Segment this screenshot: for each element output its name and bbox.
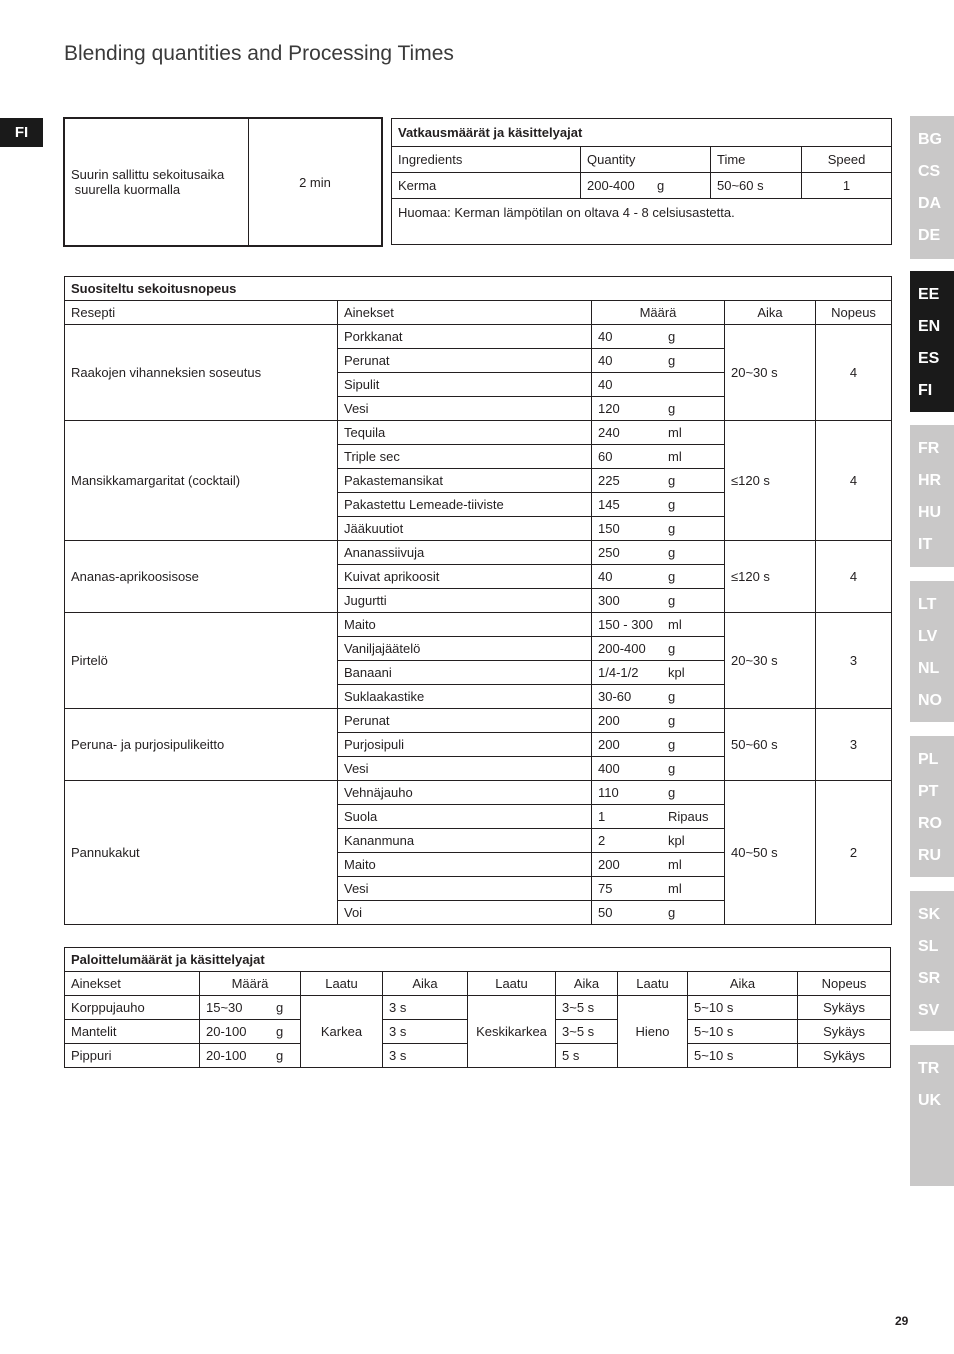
grade-fine: Hieno (618, 996, 688, 1068)
ingredient-name: Voi (338, 901, 592, 925)
language-tab-bg[interactable]: BG (918, 131, 942, 148)
language-tab-pl[interactable]: PL (918, 751, 939, 768)
ingredient-name: Ananassiivuja (338, 541, 592, 565)
max-time-label: Suurin sallittu sekoitusaika suurella kuormalla (65, 119, 249, 246)
table-row (65, 613, 892, 637)
recipe-name: Pannukakut (65, 781, 338, 925)
table-row (65, 781, 892, 805)
whisk-note: Huomaa: Kerman lämpötilan on oltava 4 - 8 celsiusastetta. (392, 199, 892, 245)
ingredient-quantity: 40 g (592, 565, 725, 589)
recipe-name: Pirtelö (65, 613, 338, 709)
language-group (910, 425, 954, 567)
ingredient-quantity: 150 g (592, 517, 725, 541)
recipe-speed: 3 (816, 709, 892, 781)
whisk-header: Quantity (581, 147, 711, 173)
recipe-speed: 4 (816, 325, 892, 421)
ingredient-name: Suola (338, 805, 592, 829)
ingredient-name: Jugurtti (338, 589, 592, 613)
language-tab-tr[interactable]: TR (918, 1060, 940, 1077)
language-tab-ru[interactable]: RU (918, 847, 942, 864)
recommended-header: Aika (725, 301, 816, 325)
ingredient-quantity: 200 ml (592, 853, 725, 877)
table-row: Mantelit 20-100 g 3 s 3~5 s 5~10 s Sykäys (65, 1020, 891, 1044)
ingredient-quantity: 200-400 g (592, 637, 725, 661)
recipe-name: Raakojen vihanneksien soseutus (65, 325, 338, 421)
recommended-header: Nopeus (816, 301, 892, 325)
recipe-speed: 3 (816, 613, 892, 709)
whisk-time: 50~60 s (711, 173, 802, 199)
ingredient-quantity: 40 g (592, 349, 725, 373)
language-tab-sr[interactable]: SR (918, 970, 941, 987)
language-tab-sk[interactable]: SK (918, 906, 941, 923)
chopping-header: Laatu (301, 972, 383, 996)
max-time-table (64, 118, 382, 246)
page-title: Blending quantities and Processing Times (64, 42, 454, 65)
recipe-time: ≤120 s (725, 541, 816, 613)
language-group (910, 891, 954, 1031)
language-tab-de[interactable]: DE (918, 227, 941, 244)
recipe-time: 20~30 s (725, 325, 816, 421)
ingredient-name: Kuivat aprikoosit (338, 565, 592, 589)
ingredient-name: Maito (338, 613, 592, 637)
ingredient-quantity: 60 ml (592, 445, 725, 469)
ingredient-name: Perunat (338, 709, 592, 733)
whisk-ingredient: Kerma (392, 173, 581, 199)
recommended-title: Suositeltu sekoitusnopeus (65, 277, 892, 301)
language-tab-fi[interactable]: FI (918, 382, 933, 399)
ingredient-name: Vesi (338, 877, 592, 901)
ingredient-name: Triple sec (338, 445, 592, 469)
chopping-header: Aika (383, 972, 468, 996)
language-tab-ro[interactable]: RO (918, 815, 942, 832)
active-language-tab: FI (0, 118, 43, 147)
whisk-quantity: 200-400 g (581, 173, 711, 199)
ingredient-name: Vesi (338, 757, 592, 781)
ingredient-quantity: 40 (592, 373, 725, 397)
ingredient-name: Sipulit (338, 373, 592, 397)
recipe-time: ≤120 s (725, 421, 816, 541)
ingredient-quantity: 120 g (592, 397, 725, 421)
language-group (910, 1045, 954, 1186)
language-tab-en[interactable]: EN (918, 318, 941, 335)
ingredient-quantity: 240 ml (592, 421, 725, 445)
ingredient-quantity: 400 g (592, 757, 725, 781)
language-tab-it[interactable]: IT (918, 536, 933, 553)
table-row: Korppujauho 15~30 g Karkea 3 s Keskikarkea 3~5 s Hieno 5~10 s Sykäys (65, 996, 891, 1020)
ingredient-name: Maito (338, 853, 592, 877)
recipe-name: Peruna- ja purjosipulikeitto (65, 709, 338, 781)
ingredient-quantity: 30-60 g (592, 685, 725, 709)
ingredient-name: Tequila (338, 421, 592, 445)
whisk-table (391, 118, 892, 245)
recommended-header: Resepti (65, 301, 338, 325)
language-tab-lt[interactable]: LT (918, 596, 937, 613)
ingredient-name: Perunat (338, 349, 592, 373)
ingredient-quantity: 110 g (592, 781, 725, 805)
ingredient-quantity: 50 g (592, 901, 725, 925)
ingredient-quantity: 300 g (592, 589, 725, 613)
ingredient-name: Suklaakastike (338, 685, 592, 709)
ingredient-name: Pakastettu Lemeade-tiiviste (338, 493, 592, 517)
recommended-speed-table (64, 276, 892, 925)
page-number: 29 (895, 1314, 909, 1328)
ingredient-quantity: 200 g (592, 733, 725, 757)
chopping-header: Aika (688, 972, 798, 996)
language-group (910, 581, 954, 722)
ingredient-quantity: 75 ml (592, 877, 725, 901)
ingredient-quantity: 200 g (592, 709, 725, 733)
ingredient-name: Vehnäjauho (338, 781, 592, 805)
language-tab-hu[interactable]: HU (918, 504, 942, 521)
recipe-speed: 2 (816, 781, 892, 925)
max-time-value: 2 min (249, 119, 382, 246)
language-tab-ee[interactable]: EE (918, 286, 940, 303)
whisk-speed: 1 (802, 173, 892, 199)
chopping-header: Ainekset (65, 972, 200, 996)
ingredient-name: Kananmuna (338, 829, 592, 853)
ingredient-name: Banaani (338, 661, 592, 685)
recommended-header: Määrä (592, 301, 725, 325)
whisk-title: Vatkausmäärät ja käsittelyajat (392, 119, 892, 147)
ingredient-quantity: 2 kpl (592, 829, 725, 853)
grade-medium: Keskikarkea (468, 996, 556, 1068)
recipe-time: 50~60 s (725, 709, 816, 781)
whisk-header: Time (711, 147, 802, 173)
ingredient-name: Pakastemansikat (338, 469, 592, 493)
ingredient-name: Jääkuutiot (338, 517, 592, 541)
grade-coarse: Karkea (301, 996, 383, 1068)
language-tab-no[interactable]: NO (918, 692, 942, 709)
language-tab-hr[interactable]: HR (918, 472, 942, 489)
language-tab-nl[interactable]: NL (918, 660, 940, 677)
language-group (910, 271, 954, 412)
table-row (65, 421, 892, 445)
whisk-header: Ingredients (392, 147, 581, 173)
table-row (65, 541, 892, 565)
chopping-header: Laatu (618, 972, 688, 996)
language-tab-fr[interactable]: FR (918, 440, 940, 457)
ingredient-quantity: 225 g (592, 469, 725, 493)
language-tab-uk[interactable]: UK (918, 1092, 942, 1109)
ingredient-name: Purjosipuli (338, 733, 592, 757)
language-group (910, 736, 954, 877)
chopping-table (64, 947, 891, 1068)
ingredient-quantity: 250 g (592, 541, 725, 565)
recipe-speed: 4 (816, 541, 892, 613)
ingredient-name: Vaniljajäätelö (338, 637, 592, 661)
recipe-name: Ananas-aprikoosisose (65, 541, 338, 613)
ingredient-name: Vesi (338, 397, 592, 421)
recipe-name: Mansikkamargaritat (cocktail) (65, 421, 338, 541)
chopping-header: Nopeus (798, 972, 891, 996)
ingredient-quantity: 40 g (592, 325, 725, 349)
language-tab-lv[interactable]: LV (918, 628, 938, 645)
table-row (65, 709, 892, 733)
recommended-header: Ainekset (338, 301, 592, 325)
chopping-header: Määrä (200, 972, 301, 996)
chopping-header: Aika (556, 972, 618, 996)
language-tab-cs[interactable]: CS (918, 163, 941, 180)
recipe-speed: 4 (816, 421, 892, 541)
recipe-time: 20~30 s (725, 613, 816, 709)
table-row: Pippuri 20-100 g 3 s 5 s 5~10 s Sykäys (65, 1044, 891, 1068)
ingredient-quantity: 1 Ripaus (592, 805, 725, 829)
whisk-header: Speed (802, 147, 892, 173)
language-tab-sl[interactable]: SL (918, 938, 939, 955)
language-tab-pt[interactable]: PT (918, 783, 939, 800)
table-row (65, 325, 892, 349)
language-tab-sv[interactable]: SV (918, 1002, 940, 1019)
recipe-time: 40~50 s (725, 781, 816, 925)
ingredient-quantity: 145 g (592, 493, 725, 517)
chopping-header: Laatu (468, 972, 556, 996)
language-group (910, 116, 954, 259)
chopping-title: Paloittelumäärät ja käsittelyajat (65, 948, 891, 972)
language-tab-da[interactable]: DA (918, 195, 942, 212)
ingredient-name: Porkkanat (338, 325, 592, 349)
ingredient-quantity: 1/4-1/2 kpl (592, 661, 725, 685)
ingredient-quantity: 150 - 300 ml (592, 613, 725, 637)
language-tab-es[interactable]: ES (918, 350, 940, 367)
